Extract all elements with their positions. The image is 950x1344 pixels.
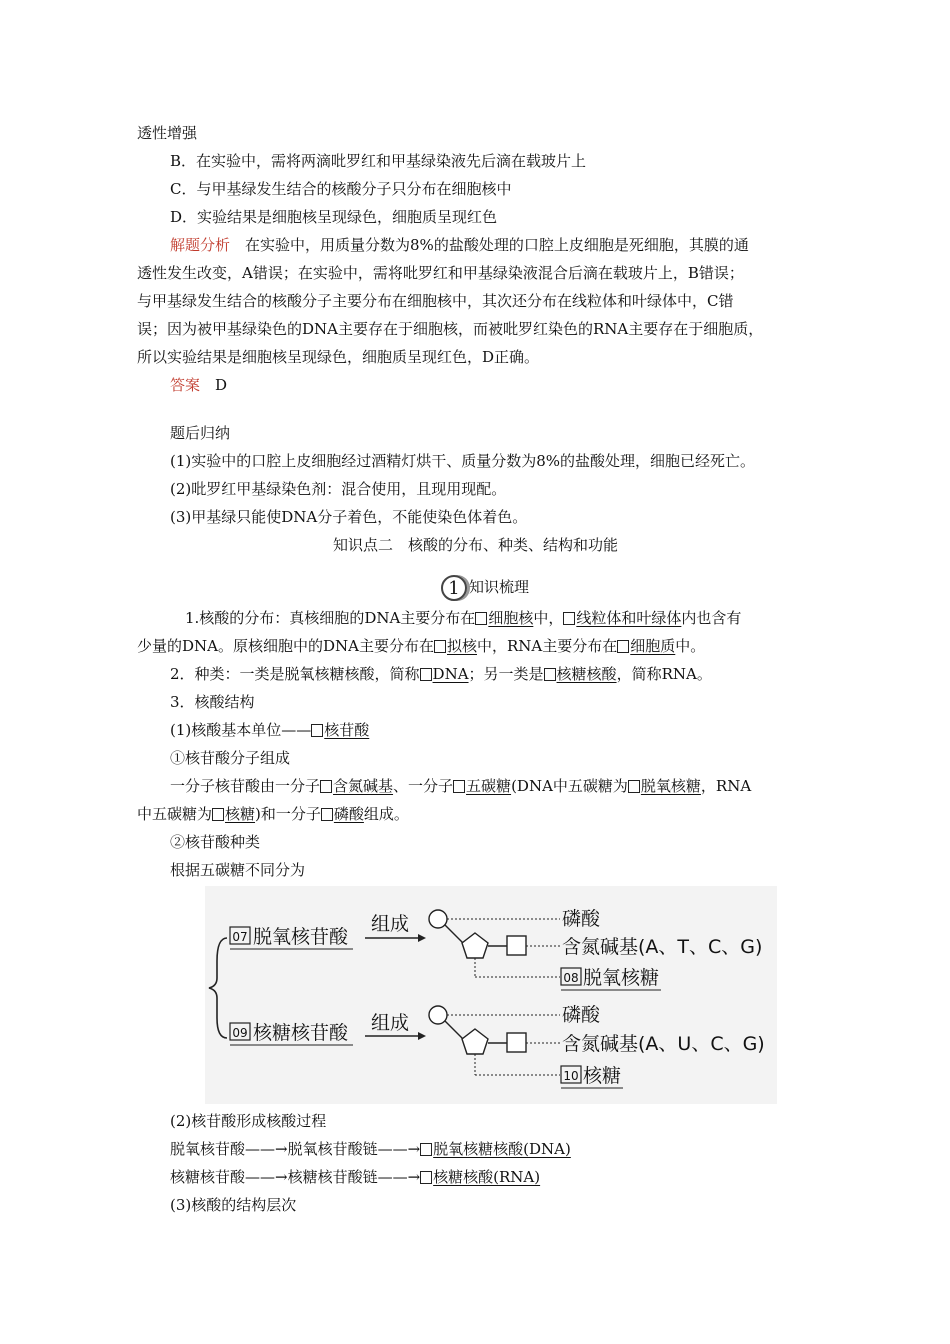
text-line: ①核苷酸分子组成 [170, 749, 291, 767]
blank-box-icon [420, 1171, 432, 1184]
text-line [170, 1167, 540, 1187]
blank-box-icon [321, 808, 333, 821]
blank-box-icon [212, 808, 224, 821]
option-b: B．在实验中，需将两滴吡罗红和甲基绿染液先后滴在载玻片上 [170, 152, 587, 170]
text-span: ，简称RNA。 [616, 665, 712, 683]
option-d: D．实验结果是细胞核呈现绿色，细胞质呈现红色 [170, 208, 498, 226]
bot-arrow-label: 组成 [370, 1012, 410, 1034]
nucleotide-diagram [205, 886, 777, 1104]
top-num: 07 [232, 930, 248, 944]
summary-item: (2)吡罗红甲基绿染色剂：混合使用，且现用现配。 [170, 480, 507, 498]
blank-box-icon [617, 640, 629, 653]
text-span: 2．种类：一类是脱氧核糖核酸，简称 [170, 665, 420, 683]
text-line [170, 1139, 571, 1159]
answer-fill: 核糖核酸 [556, 665, 617, 683]
phosphate-circle-icon [429, 910, 447, 928]
text-span: 中， [533, 609, 564, 627]
summary-item: (1)实验中的口腔上皮细胞经过酒精灯烘干、质量分数为8%的盐酸处理，细胞已经死亡。 [170, 452, 756, 470]
answer-fill: 核糖 [225, 805, 256, 823]
text-span: 中。 [675, 637, 706, 655]
answer-label: 答案 [170, 376, 201, 394]
answer-fill: 脱氧核糖核酸(DNA) [433, 1140, 571, 1158]
blank-box-icon [420, 668, 432, 681]
text-line [170, 720, 369, 740]
text-span: 核糖核苷酸——→核糖核苷酸链——→ [170, 1168, 421, 1186]
answer-value: D [200, 376, 228, 394]
text-span: 一分子核苷酸由一分子 [170, 777, 321, 795]
answer-fill: 线粒体和叶绿体 [576, 609, 682, 627]
bot-phosphate: 磷酸 [562, 1004, 601, 1026]
summary-heading: 题后归纳 [170, 424, 231, 442]
analysis-text: 在实验中，用质量分数为8%的盐酸处理的口腔上皮细胞是死细胞，其膜的通 [230, 236, 749, 254]
text-line: (3)核酸的结构层次 [170, 1196, 297, 1214]
answer-fill: 细胞核 [488, 609, 534, 627]
section-title: 知识点二 核酸的分布、种类、结构和功能 [333, 536, 619, 554]
text-span: 中五碳糖为 [137, 805, 213, 823]
text-line [137, 804, 409, 824]
option-c: C．与甲基绿发生结合的核酸分子只分布在细胞核中 [170, 180, 512, 198]
answer-fill: DNA [432, 665, 469, 683]
text-span: 内也含有 [681, 609, 742, 627]
text-span: )和一分子 [255, 805, 321, 823]
analysis-line [170, 235, 749, 255]
text-span: (DNA中五碳糖为 [511, 777, 628, 795]
text-span: ，RNA [700, 777, 752, 795]
text-span: 中，RNA主要分布在 [477, 637, 618, 655]
text-span: 脱氧核苷酸——→脱氧核苷酸链——→ [170, 1140, 421, 1158]
analysis-text: 所以实验结果是细胞核呈现绿色，细胞质呈现红色，D正确。 [137, 348, 540, 366]
answer-fill: 五碳糖 [466, 777, 512, 795]
analysis-text: 与甲基绿发生结合的核酸分子主要分布在细胞核中，其次还分布在线粒体和叶绿体中，C错 [137, 292, 734, 310]
blank-box-icon [544, 668, 556, 681]
answer-line [170, 375, 227, 395]
bot-num: 09 [232, 1026, 248, 1040]
top-base: 含氮碱基(A、T、C、G) [562, 936, 763, 958]
top-phosphate: 磷酸 [562, 908, 601, 930]
analysis-text: 透性发生改变，A错误；在实验中，需将吡罗红和甲基绿染液混合后滴在载玻片上，B错误； [137, 264, 744, 282]
blank-box-icon [453, 780, 465, 793]
answer-fill: 含氮碱基 [333, 777, 394, 795]
number-circle-icon: 1 [441, 575, 467, 601]
analysis-label: 解题分析 [170, 236, 231, 254]
blank-box-icon [420, 1143, 432, 1156]
text-line [137, 636, 705, 656]
subsection-heading [441, 572, 529, 602]
text-line [185, 608, 741, 628]
text-line: 透性增强 [137, 124, 198, 142]
subsection-title: 知识梳理 [469, 578, 530, 596]
bot-base: 含氮碱基(A、U、C、G) [562, 1033, 765, 1055]
blank-box-icon [320, 780, 332, 793]
blank-box-icon [475, 612, 487, 625]
top-arrow-label: 组成 [370, 913, 410, 935]
answer-fill: 核苷酸 [324, 721, 370, 739]
blank-box-icon [311, 724, 323, 737]
bot-name: 核糖核苷酸 [253, 1022, 349, 1044]
text-line: (2)核苷酸形成核酸过程 [170, 1112, 327, 1130]
answer-fill: 拟核 [446, 637, 477, 655]
answer-fill: 细胞质 [630, 637, 676, 655]
top-name: 脱氧核苷酸 [253, 926, 349, 948]
text-line: ②核苷酸种类 [170, 833, 261, 851]
text-line: 3．核酸结构 [170, 693, 255, 711]
answer-fill: 核糖核酸(RNA) [433, 1168, 541, 1186]
text-span: ；另一类是 [468, 665, 544, 683]
blank-box-icon [628, 780, 640, 793]
answer-fill: 磷酸 [333, 805, 364, 823]
base-square-icon [507, 936, 526, 955]
text-span: 组成。 [363, 805, 409, 823]
answer-fill: 脱氧核糖 [640, 777, 701, 795]
text-span: 少量的DNA。原核细胞中的DNA主要分布在 [137, 637, 434, 655]
top-sugar-num: 08 [563, 971, 579, 985]
text-line [170, 664, 712, 684]
phosphate-circle-icon [429, 1006, 447, 1024]
text-line: 根据五碳糖不同分为 [170, 861, 306, 879]
analysis-text: 误；因为被甲基绿染色的DNA主要存在于细胞核，而被吡罗红染色的RNA主要存在于细胞质， [137, 320, 764, 338]
base-square-icon [507, 1033, 526, 1052]
text-span: 、一分子 [393, 777, 454, 795]
text-span: (1)核酸基本单位—— [170, 721, 312, 739]
blank-box-icon [434, 640, 446, 653]
text-line [170, 776, 751, 796]
bot-sugar-num: 10 [563, 1069, 579, 1083]
bot-sugar: 核糖 [583, 1065, 622, 1087]
blank-box-icon [563, 612, 575, 625]
text-span: 1.核酸的分布：真核细胞的DNA主要分布在 [185, 609, 476, 627]
top-sugar: 脱氧核糖 [583, 967, 660, 989]
summary-item: (3)甲基绿只能使DNA分子着色，不能使染色体着色。 [170, 508, 528, 526]
